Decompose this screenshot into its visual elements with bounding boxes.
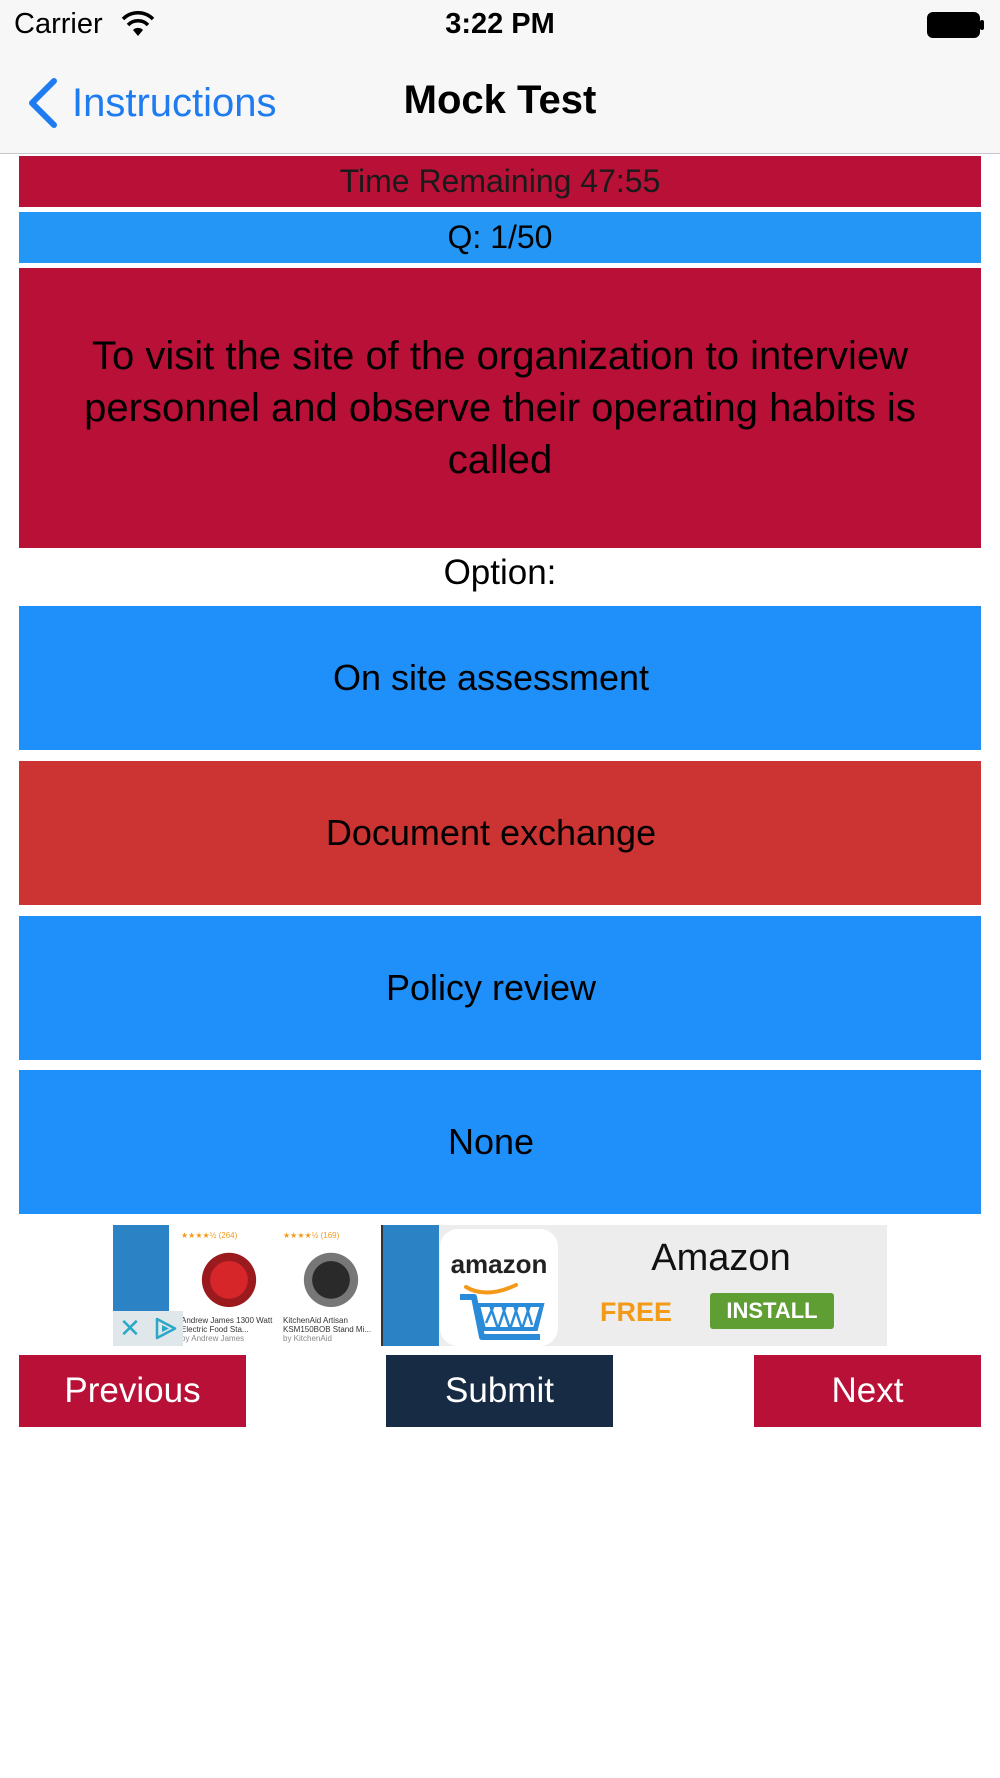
next-button-label: Next [831,1371,904,1410]
option-button-1[interactable] [19,606,981,750]
previous-button-label: Previous [64,1371,201,1410]
option-heading: Option: [443,553,557,592]
ad-install-button[interactable]: INSTALL [710,1293,834,1329]
question-number-text: Q: 1/50 [447,219,553,255]
next-button[interactable] [754,1355,981,1427]
timer-banner [19,156,981,207]
ad-product-rating: ★★★★½ (264) [181,1231,238,1240]
stand-mixer-red-image [194,1252,264,1314]
option-label: Document exchange [325,812,657,853]
submit-button[interactable] [386,1355,613,1427]
stand-mixer-black-image [296,1252,366,1314]
option-button-2[interactable] [19,761,981,905]
status-time: 3:22 PM [445,8,555,40]
amazon-app-logo [440,1229,558,1346]
ad-product-name: Andrew James 1300 Watt Electric Food Sta... [181,1316,273,1334]
battery-icon [927,12,985,38]
ad-product-2[interactable] [283,1231,379,1341]
submit-button-label: Submit [445,1371,554,1410]
ad-product-1[interactable] [181,1231,277,1341]
ad-banner[interactable] [113,1225,887,1346]
option-label: On site assessment [332,657,650,698]
option-label: Policy review [385,967,597,1008]
ad-edge-right [383,1225,439,1346]
ad-product-name: KitchenAid Artisan KSM150BOB Stand Mi... [283,1316,372,1334]
question-text: To visit the site of the organization to interview personnel and observe their operating habits is called [84,334,916,482]
question-panel [19,268,981,548]
option-label: None [447,1121,535,1162]
ad-product-brand: by Andrew James [181,1334,245,1343]
ad-close-icon[interactable]: ✕ [113,1311,147,1346]
shopping-cart-icon [456,1279,546,1346]
carrier-label: Carrier [14,8,103,40]
amazon-logo-text: amazon [450,1249,548,1279]
option-button-4[interactable] [19,1070,981,1214]
page-title: Mock Test [403,78,597,122]
ad-free-label: FREE [600,1297,673,1327]
timer-text: Time Remaining 47:55 [339,163,661,199]
previous-button[interactable] [19,1355,246,1427]
ad-app-title: Amazon [651,1237,791,1279]
ad-product-rating: ★★★★½ (169) [283,1231,340,1240]
option-button-3[interactable] [19,916,981,1060]
question-number-banner [19,212,981,263]
ad-product-brand: by KitchenAid [283,1334,332,1343]
ad-choices-icon[interactable] [147,1311,183,1346]
back-button-label: Instructions [72,80,277,125]
